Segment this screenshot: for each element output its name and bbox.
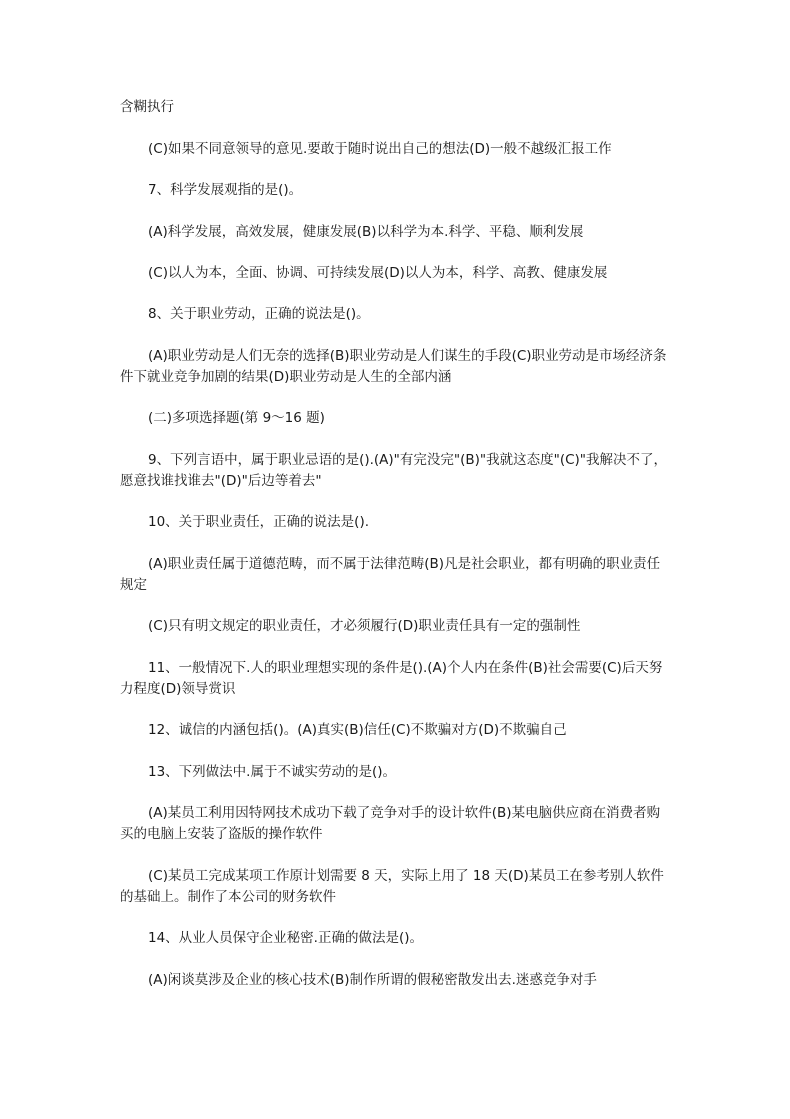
question-13: 13、下列做法中.属于不诚实劳动的是()。 <box>148 764 397 780</box>
question-11: 11、一般情况下.人的职业理想实现的条件是().(A)个人内在条件(B)社会需要(C)后天努力程度(D)领导赏识 <box>120 660 663 697</box>
question-9: 9、下列言语中，属于职业忌语的是().(A)"有完没完"(B)"我就这态度"(C)"我解决不了，愿意找谁找谁去"(D)"后边等着去" <box>120 452 667 489</box>
option-line: (A)职业劳动是人们无奈的选择(B)职业劳动是人们谋生的手段(C)职业劳动是市场经济条件下就业竞争加剧的结果(D)职业劳动是人生的全部内涵 <box>120 348 667 385</box>
option-line: (A)闲谈莫涉及企业的核心技术(B)制作所谓的假秘密散发出去.迷惑竞争对手 <box>148 972 597 988</box>
question-12: 12、诚信的内涵包括()。(A)真实(B)信任(C)不欺骗对方(D)不欺骗自己 <box>148 722 567 738</box>
option-line: (C)以人为本，全面、协调、可持续发展(D)以人为本，科学、高教、健康发展 <box>148 265 608 281</box>
option-line: (A)科学发展，高效发展，健康发展(B)以科学为本.科学、平稳、顺利发展 <box>148 224 584 240</box>
question-7: 7、科学发展观指的是()。 <box>148 182 303 198</box>
question-8: 8、关于职业劳动，正确的说法是()。 <box>148 306 370 322</box>
option-line: (C)如果不同意领导的意见.要敢于随时说出自己的想法(D)一般不越级汇报工作 <box>148 141 612 157</box>
section-heading: (二)多项选择题(第 9～16 题) <box>148 410 325 426</box>
question-10: 10、关于职业责任，正确的说法是(). <box>148 514 370 530</box>
option-line: (A)职业责任属于道德范畴，而不属于法律范畴(B)凡是社会职业，都有明确的职业责任规定 <box>120 556 661 593</box>
question-14: 14、从业人员保守企业秘密.正确的做法是()。 <box>148 930 424 946</box>
option-line: (C)只有明文规定的职业责任，才必须履行(D)职业责任具有一定的强制性 <box>148 618 581 634</box>
continuation-text: 含糊执行 <box>120 99 174 115</box>
option-line: (C)某员工完成某项工作原计划需要 8 天，实际上用了 18 天(D)某员工在参考别人软件的基础上。制作了本公司的财务软件 <box>120 868 664 905</box>
option-line: (A)某员工利用因特网技术成功下载了竞争对手的设计软件(B)某电脑供应商在消费者购买的电脑上安装了盗版的操作软件 <box>120 805 661 842</box>
